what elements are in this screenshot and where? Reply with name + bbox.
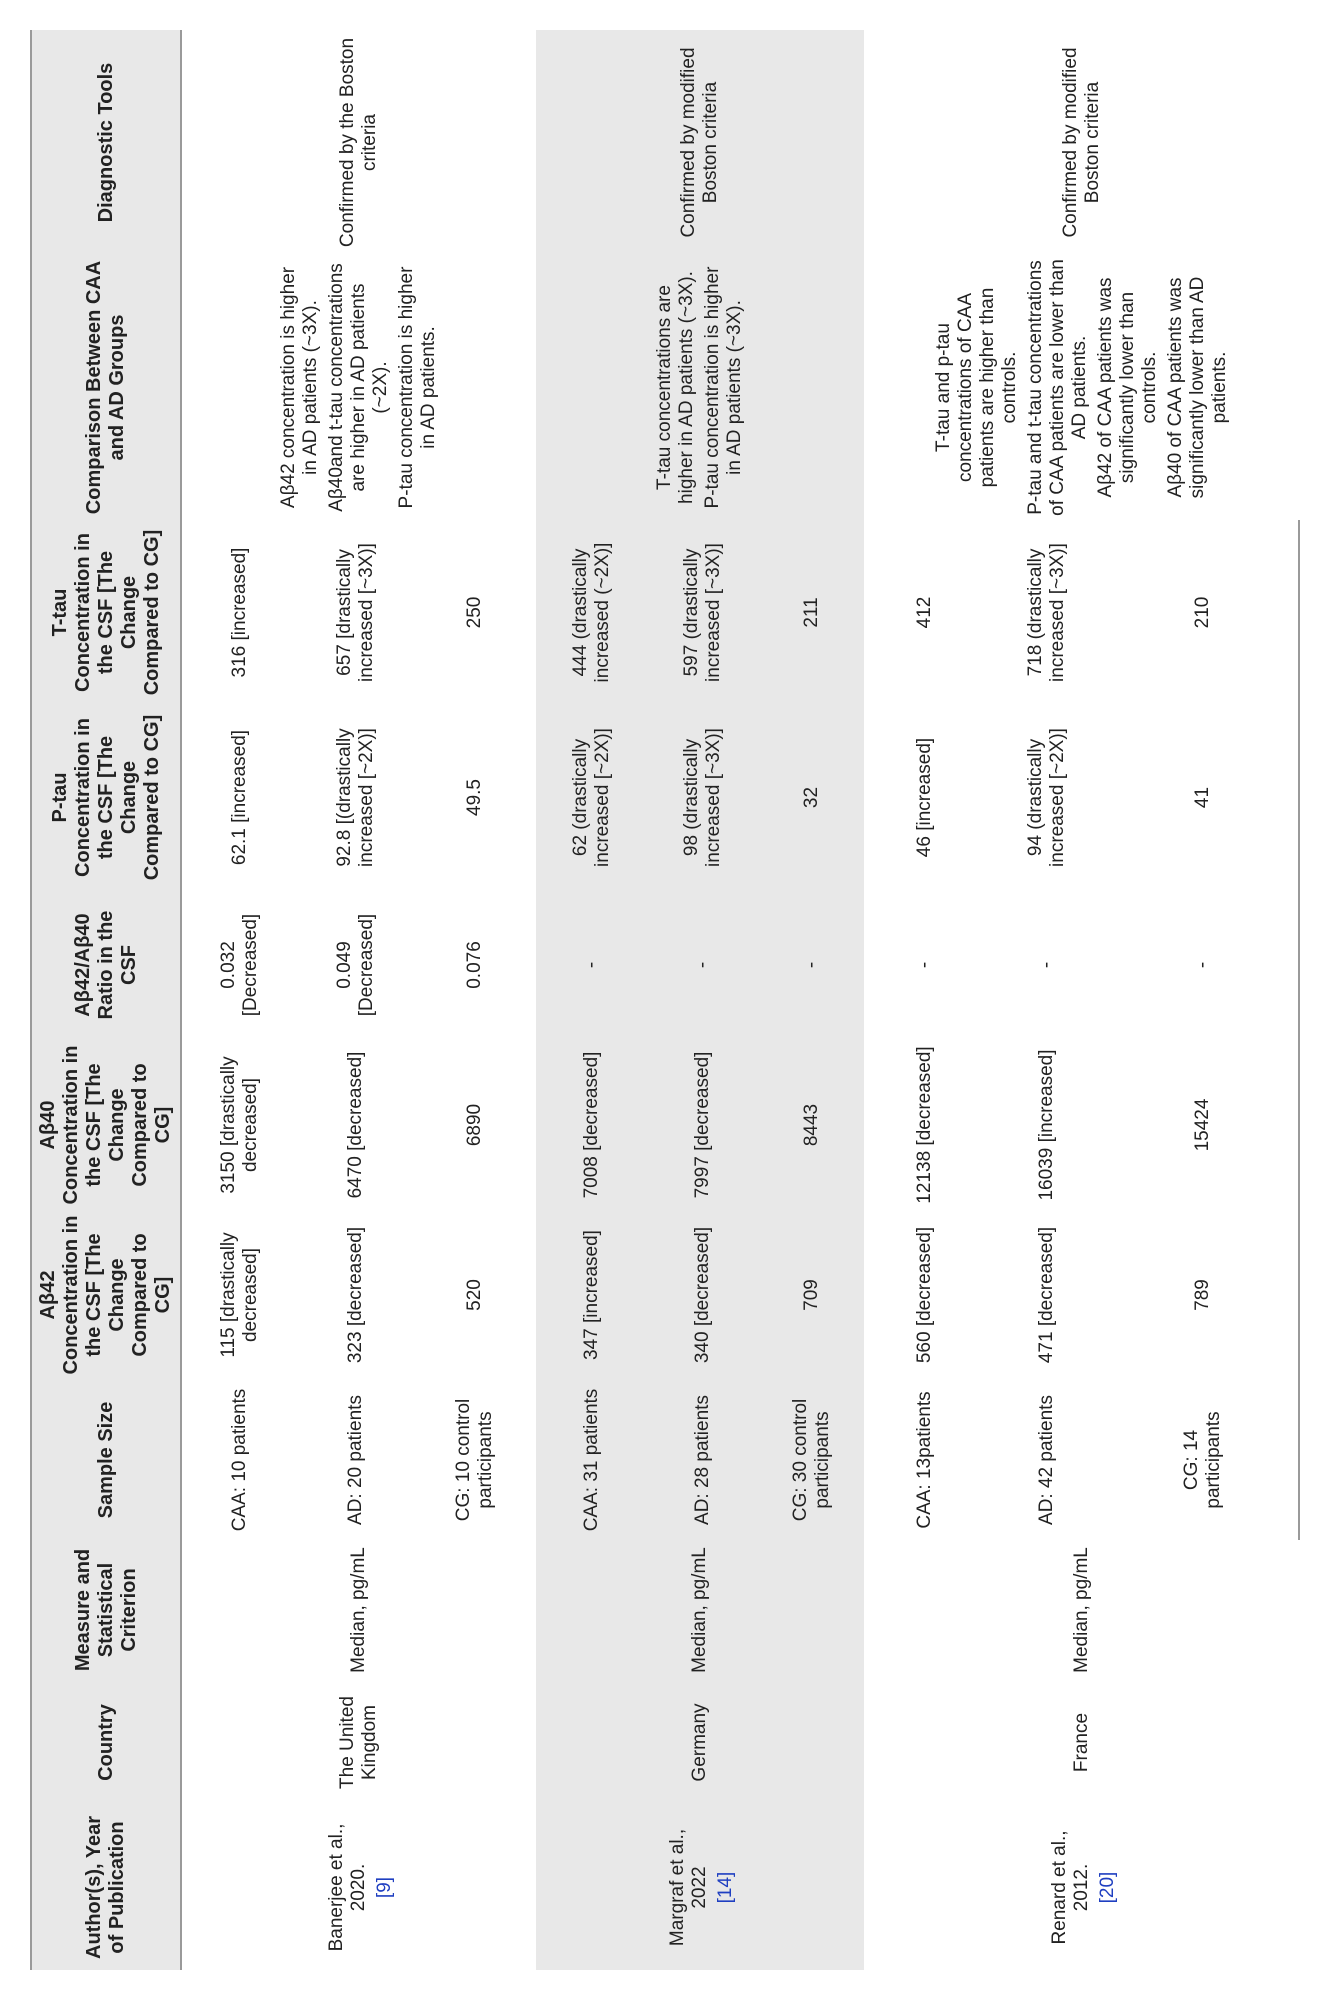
reference-link[interactable]: [14] [715, 1871, 737, 1904]
ab40-cell: 7008 [decreased] [536, 1040, 647, 1210]
ttau-cell: 718 (drastically increased [~3X)] [1025, 543, 1069, 682]
comparison-text: P-tau and t-tau concentrations of CAA patients are lower than AD patients. [1024, 259, 1090, 516]
ab42-cell: 323 [decreased] [344, 1226, 366, 1364]
comparison-text: T-tau concentrations are higher in AD patients (~3X). [654, 271, 698, 504]
ab40-cell: 3150 [drastically decreased] [217, 1056, 261, 1194]
measure-cell: Median, pg/mL [1070, 1547, 1092, 1673]
csf-biomarker-table [30, 30, 1300, 1970]
ptau-cell: 46 [increased] [914, 737, 936, 858]
ab42-cell: 115 [drastically decreased] [217, 1232, 261, 1358]
ab42-cell: 709 [759, 1210, 865, 1380]
ratio-cell: - [759, 890, 865, 1040]
diagnostic-cell: Confirmed by modified Boston criteria [1059, 47, 1103, 238]
ab42-cell: 340 [decreased] [647, 1210, 758, 1380]
table-row [181, 30, 298, 1970]
ab40-cell: 12138 [decreased] [914, 1046, 936, 1204]
ttau-cell: 412 [914, 596, 936, 629]
country-cell: The United Kingdom [336, 1696, 380, 1789]
country-cell: Germany [536, 1680, 865, 1805]
sample-cell: AD: 28 patients [647, 1380, 758, 1540]
ratio-cell: 0.032 [Decreased] [217, 913, 261, 1017]
header-diagnostic: Diagnostic Tools [31, 30, 181, 255]
ptau-cell: 32 [759, 705, 865, 890]
header-comparison: Comparison Between CAA and AD Groups [31, 255, 181, 520]
header-ratio: Aβ42/Aβ40 Ratio in the CSF [31, 890, 181, 1040]
ab42-cell: 347 [increased] [536, 1210, 647, 1380]
ab40-cell: 6890 [464, 1103, 486, 1147]
ttau-cell: 597 (drastically increased [~3X)] [647, 520, 758, 705]
sample-cell: AD: 42 patients [1036, 1395, 1058, 1525]
country-cell: France [1070, 1712, 1092, 1773]
reference-link[interactable]: [9] [373, 1876, 395, 1899]
rotated-table-page [30, 30, 1300, 1970]
ptau-cell: 98 (drastically increased [~3X)] [647, 705, 758, 890]
author-name: Renard et al., 2012. [1048, 1830, 1092, 1945]
comparison-text: Aβ42 of CAA patients was significantly lower than controls. [1094, 277, 1160, 498]
sample-cell: CG: 10 control participants [453, 1398, 497, 1522]
comparison-text: Aβ40and t-tau concentrations are higher in AD patients (~2X). [325, 263, 391, 512]
ratio-cell: - [1108, 890, 1299, 1040]
header-sample-size: Sample Size [31, 1380, 181, 1540]
ab42-cell: 560 [decreased] [914, 1226, 936, 1364]
ttau-cell: 210 [1108, 520, 1299, 705]
header-ptau: P-tau Concentration in the CSF [The Change Compared to CG] [31, 705, 181, 890]
author-cell [181, 1805, 536, 1970]
ratio-cell: - [536, 890, 647, 1040]
author-name: Banerjee et al., 2020. [325, 1823, 369, 1952]
ab40-cell: 15424 [1108, 1040, 1299, 1210]
ab40-cell: 7997 [decreased] [647, 1040, 758, 1210]
ptau-cell: 92.8 [(drastically increased [~2X)] [333, 728, 377, 867]
diagnostic-cell: Confirmed by modified Boston criteria [536, 30, 865, 255]
ttau-cell: 444 (drastically increased (~2X)] [536, 520, 647, 705]
comparison-cell [536, 255, 865, 520]
header-ab40: Aβ40 Concentration in the CSF [The Change Compared to CG] [31, 1040, 181, 1210]
header-author: Author(s), Year of Publication [31, 1805, 181, 1970]
comparison-text: Aβ42 concentration is higher in AD patients (~3X). [277, 266, 321, 509]
ttau-cell: 250 [464, 596, 486, 629]
comparison-cell [864, 255, 1299, 520]
ttau-cell: 316 [increased] [228, 547, 250, 678]
measure-cell: Median, pg/mL [347, 1547, 369, 1673]
table-row [536, 30, 647, 1970]
header-ttau: T-tau Concentration in the CSF [The Change Compared to CG] [31, 520, 181, 705]
sample-cell: CG: 30 control participants [759, 1380, 865, 1540]
ab42-cell: 520 [464, 1279, 486, 1311]
ptau-cell: 49.5 [464, 779, 486, 816]
sample-cell: CAA: 10 patients [228, 1388, 250, 1532]
ratio-cell: 0.076 [464, 941, 486, 989]
ab40-cell: 16039 [increased] [1036, 1049, 1058, 1201]
ratio-cell: 0.049 [Decreased] [333, 913, 377, 1017]
ratio-cell: - [914, 961, 936, 969]
ab42-cell: 789 [1108, 1210, 1299, 1380]
author-cell [864, 1805, 1299, 1970]
comparison-cell [181, 255, 536, 520]
ratio-cell: - [647, 890, 758, 1040]
header-ab42: Aβ42 Concentration in the CSF [The Change Compared to CG] [31, 1210, 181, 1380]
comparison-text: T-tau and p-tau concentrations of CAA patients are higher than controls. [932, 287, 1020, 488]
header-measure: Measure and Statistical Criterion [31, 1540, 181, 1680]
ptau-cell: 41 [1108, 705, 1299, 890]
comparison-text: P-tau concentration is higher in AD patients. [395, 266, 439, 509]
diagnostic-cell: Confirmed by the Boston criteria [336, 37, 380, 248]
ptau-cell: 94 (drastically increased [~2X)] [1025, 728, 1069, 867]
header-row [31, 30, 181, 1970]
ttau-cell: 211 [759, 520, 865, 705]
sample-cell: AD: 20 patients [344, 1395, 366, 1525]
comparison-text: Aβ40 of CAA patients was significantly lower than AD patients. [1164, 276, 1230, 499]
ab40-cell: 6470 [decreased] [344, 1051, 366, 1199]
sample-cell: CAA: 13patients [914, 1391, 936, 1529]
author-name: Margraf et al., 2022 [667, 1828, 711, 1947]
measure-cell: Median, pg/mL [536, 1540, 865, 1680]
sample-cell: CAA: 31 patients [536, 1380, 647, 1540]
sample-cell: CG: 14 participants [1108, 1380, 1299, 1540]
ratio-cell: - [1036, 961, 1058, 969]
ttau-cell: 657 [drastically increased [~3X)] [333, 543, 377, 682]
author-cell [536, 1805, 865, 1970]
ptau-cell: 62.1 [increased] [228, 729, 250, 866]
ab40-cell: 8443 [759, 1040, 865, 1210]
comparison-text: P-tau concentration is higher in AD patients (~3X). [702, 266, 746, 509]
reference-link[interactable]: [20] [1096, 1871, 1118, 1904]
header-country: Country [31, 1680, 181, 1805]
ptau-cell: 62 (drastically increased [~2X)] [536, 705, 647, 890]
table-row [864, 30, 986, 1970]
ab42-cell: 471 [decreased] [1036, 1226, 1058, 1364]
